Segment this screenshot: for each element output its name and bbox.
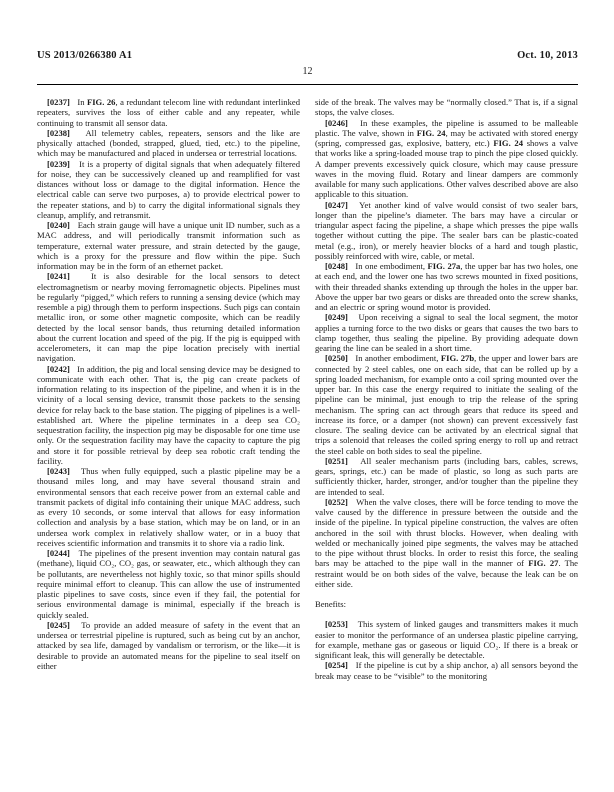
paragraph: [0252] When the valve closes, there will be force tending to move the valve caused by the difference in pressure between the outside and the inside of the pipeline. In typical pipeline construction, the valves are often anchored in the soil with thrust blocks. However, when dealing with welded or mechanically joined pipe segments, the valves may be attached to the pipe without thrust blocks. In order to resist this force, the sealing bars may be attached to the pipe wall in the manner of FIG. 27. The restraint would be on both sides of the valve, because the leak can be on either side. [315, 496, 579, 589]
paragraph: [0247] Yet another kind of valve would consist of two sealer bars, longer than the pipeline’s diameter. The bars may have a circular or triangular aspect facing the pipeline, a shape which presses the pipe walls together without cutting the pipe. The sealer bars can be plastic-coated metal (e.g., iron), or merely heavier blocks of a hard and tough plastic, possibly reinforced with wire, cable, or metal. [315, 199, 578, 261]
header-rule [37, 84, 578, 85]
paragraph-number: [0248] [325, 261, 348, 271]
paragraph-number: [0253] [325, 619, 348, 630]
paragraph-number: [0249] [325, 312, 348, 323]
paragraph-number: [0241] [47, 271, 70, 282]
paragraph-number: [0246] [325, 117, 348, 128]
paragraph: [0242] In addition, the pig and local sensing device may be designed to communicate with each other. That is, the pig can create packets of information relating to its inspection of the pipeline, and when it is in the vicinity of a local sensing device, transmit those packets to the sensing device for relay back to the base station. The pigging of pipelines is a well-established art. Where the pipeline terminates in a deep sea CO₂ sequestration facility, the inspection pig may be disposable for one time use only. Or the sequestration facility may have the capacity to capture the pig and store it for possible retrieval by deep sea robotic craft tending the facility. [37, 363, 300, 466]
page-content [37, 50, 578, 681]
body-columns [37, 97, 578, 681]
page-number: 12 [302, 66, 313, 77]
paragraph: [0238] All telemetry cables, repeaters, sensors and the like are physically attached (bonded, strapped, glued, tied, etc.) to the pipeline, which may be manufactured and placed in undersea or terrestrial locations. [37, 127, 300, 159]
paragraph: [0239] It is a property of digital signals that when adequately filtered for noise, they can be successively cleaned up and reamplified for vast distances without loss or damage to the digital information. Hence the electrical cable can serve two purposes, a) to provide electrical power to the repeater stations, and b) to carry the digital informational signals they cleanup, amplify, and retransmit. [37, 158, 301, 220]
figure-reference: FIG. 27 [528, 558, 559, 569]
continuation-text: side of the break. The valves may be “normally closed.” That is, if a signal stops, the valve closes. [315, 97, 578, 118]
paragraph: [0254] If the pipeline is cut by a ship anchor, a) all sensors beyond the break may cease to be “visible” to the monitoring [315, 660, 578, 681]
paragraph-number: [0238] [47, 127, 70, 138]
page-header [37, 50, 578, 61]
figure-reference: FIG. 24 [416, 127, 446, 138]
paragraph-number: [0244] [47, 548, 70, 558]
figure-reference: FIG. 27b [440, 353, 475, 364]
figure-reference: FIG. 26 [86, 97, 116, 107]
figure-reference: FIG. 27a [427, 261, 461, 271]
paragraph: [0241] It is also desirable for the local sensors to detect electromagnetism or nearby moving ferromagnetic objects. Pipelines must be regularly “pigged,” which refers to running a sensing device (which may resemble a pig) through them to perform inspections. Such pigs can contain metallic iron, or some other magnetic composite, which can be readily detected by the local sensor bands, thus returning detailed information about the current location and speed of the pig. If the pig is equipped with accelerometers, it can map the pipe location precisely with inertial navigation. [37, 271, 301, 364]
paragraph-number: [0254] [325, 660, 348, 671]
paragraph: [0246] In these examples, the pipeline is assumed to be malleable plastic. The valve, shown in FIG. 24, may be activated with stored energy (spring, compressed gas, explosive, battery, etc.) FIG. 24 shows a valve that works like a spring-loaded mouse trap to pinch the pipe closed quickly. A damper prevents excessively quick closure, which may cause pressure waves in the moving fluid. Rotary and linear dampers are commonly available for many such applications. Other valves described above are also applicable to this situation. [315, 117, 579, 200]
paragraph-number: [0240] [47, 220, 70, 230]
section-heading: Benefits: [315, 599, 347, 609]
paragraph-number: [0247] [325, 199, 348, 210]
patent-number: US 2013/0266380 A1 [37, 50, 133, 61]
paragraph-number: [0252] [325, 496, 348, 507]
figure-reference: FIG. 24 [493, 138, 524, 148]
paragraph: [0240] Each strain gauge will have a unique unit ID number, such as a MAC address, and will periodically transmit information such as temperature, external water pressure, and strain detected by the gauge, which is a proxy for the pressure and flow within the pipe. Such information may be in the form of an ethernet packet. [37, 220, 300, 271]
paragraph-number: [0251] [325, 455, 348, 466]
paragraph-number: [0245] [47, 619, 70, 630]
publication-date: Oct. 10, 2013 [517, 50, 578, 61]
paragraph: [0250] In another embodiment, FIG. 27b, the upper and lower bars are connected by 2 steel cables, one on each side, that can be rolled up by a spring loaded mechanism, for example onto a coil spring mounted over the upper bar. In this case the energy required to initiate the sealing of the pipeline can be minimal, just enough to trip the release of the spring mechanism. The spring can act through gears that reduce its speed and increase its force, or a damper (not shown) can prevent excessively fast closure. The sealing device can be activated by an electrical signal that trips a solenoid that releases the coiled spring energy to roll up and retract the steel cable on both sides to seal the pipeline. [315, 353, 578, 456]
paragraph-number: [0242] [47, 363, 70, 374]
paragraph: [0245] To provide an added measure of safety in the event that an undersea or terrestrial pipeline is ruptured, such as being cut by an anchor, attacked by sea life, damaged by vandalism or terrorism, or the like—it is desirable to provide an automated means for the pipeline to seal itself on either [37, 619, 301, 671]
paragraph: [0249] Upon receiving a signal to seal the local segment, the motor applies a turning force to the two disks or gears that causes the two bars to clamp together, thus sealing the pipeline. By providing adequate down gearing the line can be sealed in a short time. [315, 312, 579, 353]
paragraph: [0243] Thus when fully equipped, such a plastic pipeline may be a thousand miles long, and may have several thousand strain and environmental sensors that each receive power from an external cable and transmit packets of digital info containing their unique MAC address, such as every 10 seconds, or some interval that allows for easy information collection and analysis by a base station, which may be on land, or in an undersea work complex in relatively shallow water, or in a buoy that receives scientific information and transmits it to shore via a radio link. [37, 466, 301, 548]
right-column [315, 97, 578, 681]
paragraph: [0237] In FIG. 26, a redundant telecom line with redundant interlinked repeaters, survives the loss of either cable and any repeater, while continuing to transmit all sensor data. [37, 97, 300, 128]
paragraph-number: [0243] [47, 466, 70, 476]
paragraph: [0248] In one embodiment, FIG. 27a, the upper bar has two holes, one at each end, and the lower one has two screws mounted in fixed positions, with their threaded shanks extending up through the holes in the upper bar. Above the upper bar two gears or disks are threaded onto the screw shanks, and an electric or spring wound motor is provided. [315, 261, 578, 312]
paragraph: [0253] This system of linked gauges and transmitters makes it much easier to monitor the performance of an undersea plastic pipeline carrying, for example, methane gas or gaseous or liquid CO₂. If there is a break or significant leak, this will generally be detectable. [315, 619, 579, 660]
paragraph-number: [0237] [47, 97, 70, 107]
paragraph-number: [0239] [47, 158, 70, 169]
left-column [37, 97, 300, 681]
paragraph: [0244] The pipelines of the present invention may contain natural gas (methane), liquid CO₂, CO₂ gas, or seawater, etc., which although they can be pollutants, are nevertheless not highly toxic, so that minor spills should require minimal effort to cleanup. This can allow the use of instrumented plastic pipelines to save costs, since even if they fail, the potential for serious environmental damage is minimal, especially if the breach is quickly sealed. [37, 548, 300, 620]
paragraph-number: [0250] [325, 353, 348, 364]
paragraph: [0251] All sealer mechanism parts (including bars, cables, screws, gears, springs, etc.) can be made of plastic, so long as such parts are sufficiently thicker, harder, stronger, and/or tougher than the pipeline they are intended to seal. [315, 455, 578, 497]
